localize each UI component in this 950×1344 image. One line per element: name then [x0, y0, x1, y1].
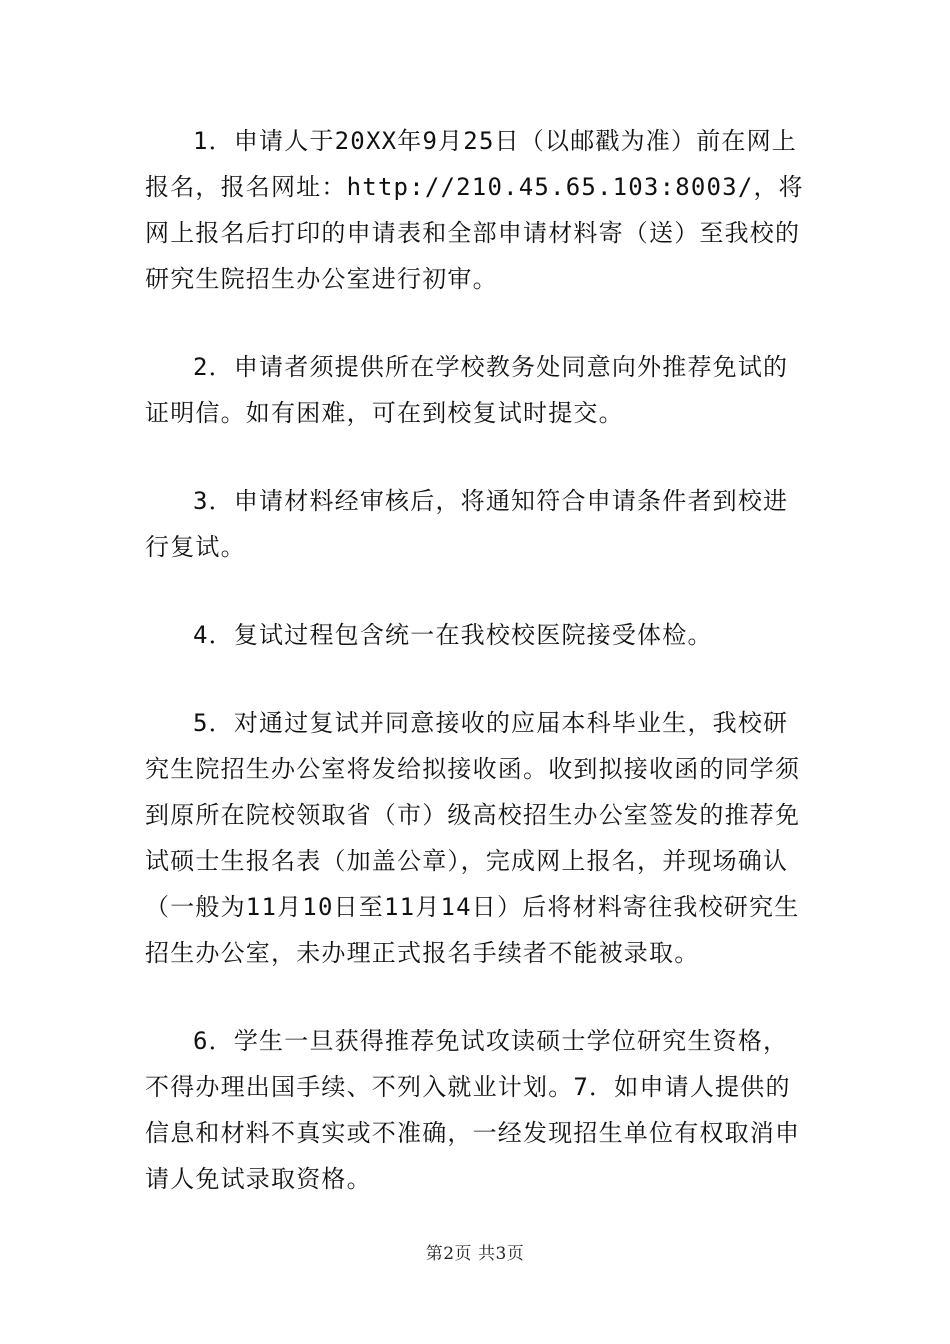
paragraph-3: 3．申请材料经审核后，将通知符合申请条件者到校进行复试。 — [145, 487, 789, 561]
page-footer — [0, 1239, 950, 1264]
page-number-label: 第2页 共3页 — [425, 1244, 525, 1264]
paragraph-4: 4．复试过程包含统一在我校校医院接受体检。 — [193, 621, 713, 649]
paragraph-1: 1．申请人于20XX年9月25日（以邮戳为准）前在网上报名，报名网址：http://210.45.65.103:8003/，将网上报名后打印的申请表和全部申请材料寄（送）至我校的研究生院招生办公室进行初审。 — [145, 127, 804, 293]
paragraph-5: 5．对通过复试并同意接收的应届本科毕业生，我校研究生院招生办公室将发给拟接收函。收到拟接收函的同学须到原所在院校领取省（市）级高校招生办公室签发的推荐免试硕士生报名表（加盖公章），完成网上报名，并现场确认（一般为11月10日至11月14日）后将材料寄往我校研究生招生办公室，未办理正式报名手续者不能被录取。 — [145, 709, 801, 967]
document-body — [145, 118, 810, 1202]
paragraph-2: 2．申请者须提供所在学校教务处同意向外推荐免试的证明信。如有困难，可在到校复试时提交。 — [145, 353, 789, 427]
paragraph-6: 6．学生一旦获得推荐免试攻读硕士学位研究生资格，不得办理出国手续、不列入就业计划。7．如申请人提供的信息和材料不真实或不准确，一经发现招生单位有权取消申请人免试录取资格。 — [145, 1027, 801, 1193]
